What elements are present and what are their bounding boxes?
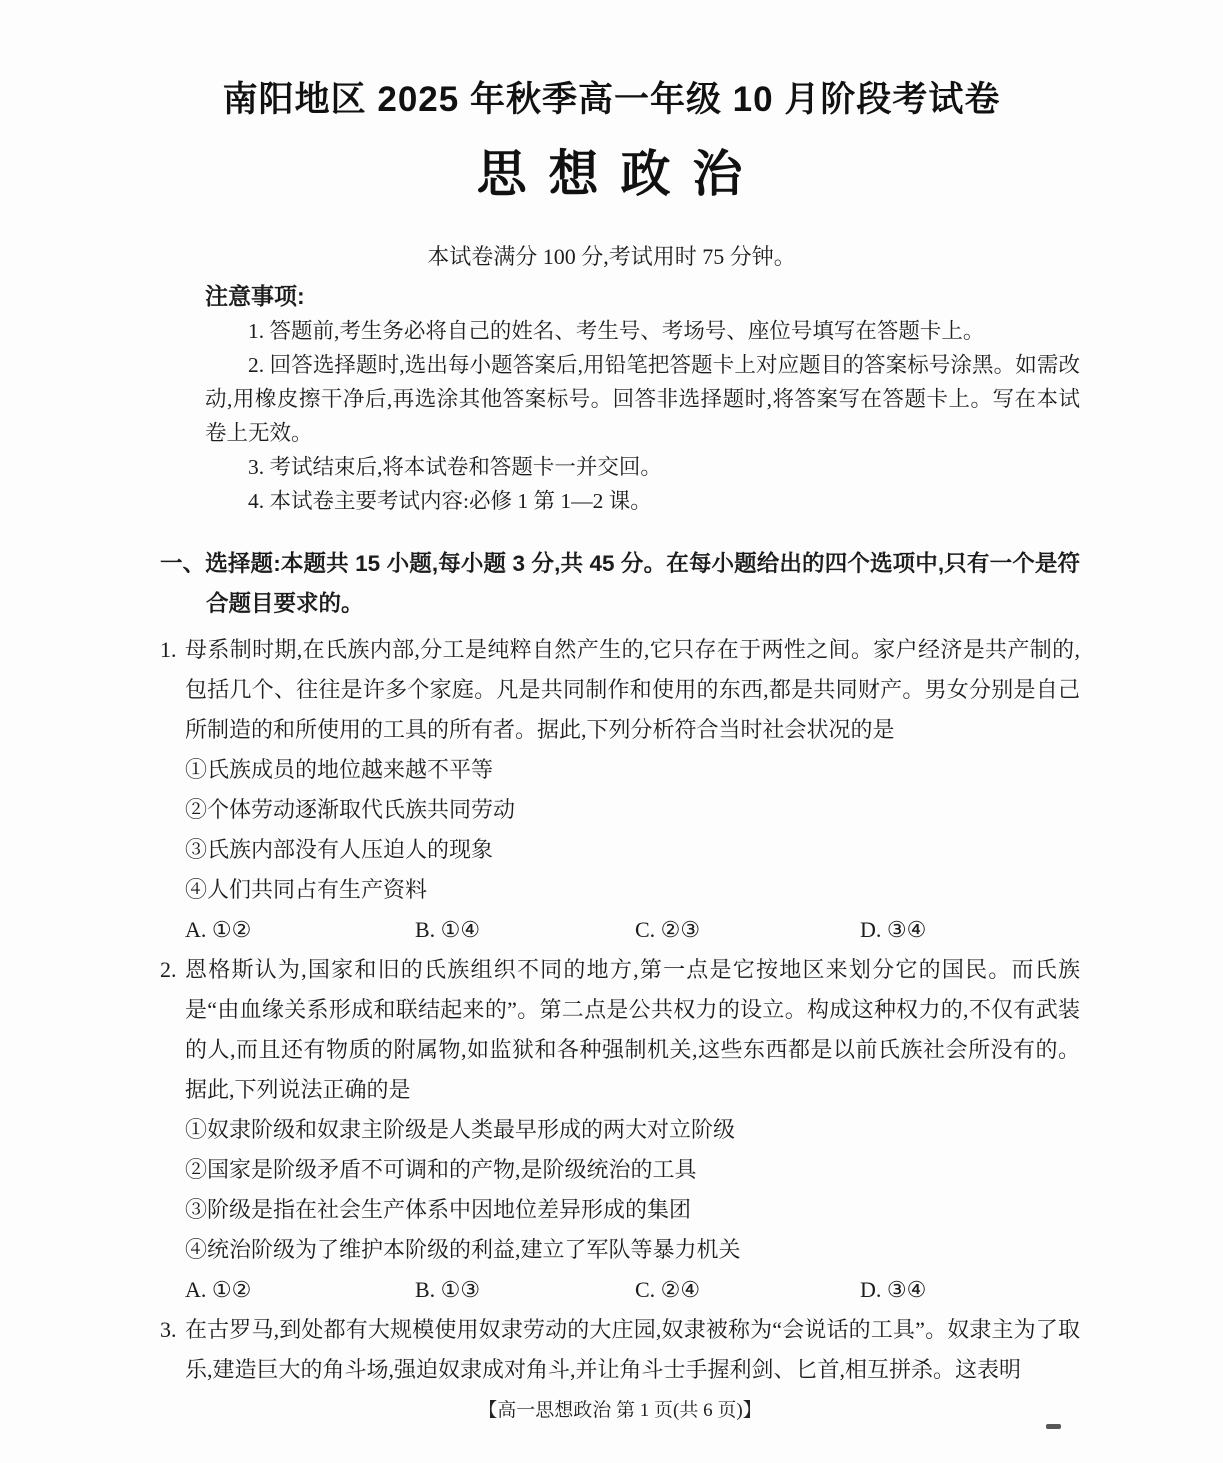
scan-smudge-mark [1046, 1424, 1061, 1429]
question-2-subitem-1: ①奴隶阶级和奴隶主阶级是人类最早形成的两大对立阶级 [185, 1117, 736, 1142]
notice-item-1: 1. 答题前,考生务必将自己的姓名、考生号、考场号、座位号填写在答题卡上。 [248, 319, 985, 343]
question-1-choice-a: A. ①② [185, 917, 252, 942]
question-1-choice-b: B. ①④ [415, 917, 481, 942]
question-2-subitem-4: ④统治阶级为了维护本阶级的利益,建立了军队等暴力机关 [185, 1237, 741, 1262]
question-1-subitem-1: ①氏族成员的地位越来越不平等 [185, 757, 494, 782]
question-2-choice-d: D. ③④ [860, 1277, 927, 1302]
question-2-stem: 恩格斯认为,国家和旧的氏族组织不同的地方,第一点是它按地区来划分它的国民。而氏族是“由血缘关系形成和联结起来的”。第二点是公共权力的设立。构成这种权力的,不仅有武装的人,而且还有物质的附属物,如监狱和各种强制机关,这些东西都是以前氏族社会所没有的。据此,下列说法正确的是 [185, 957, 1080, 1102]
exam-info-line: 本试卷满分 100 分,考试用时 75 分钟。 [427, 244, 796, 269]
question-1-choices [160, 910, 1080, 950]
notice-item-4: 4. 本试卷主要考试内容:必修 1 第 1—2 课。 [248, 489, 652, 513]
question-2-subitem-3: ③阶级是指在社会生产体系中因地位差异形成的集团 [185, 1197, 692, 1222]
question-1-choice-d: D. ③④ [860, 917, 927, 942]
question-2-number: 2. [160, 957, 177, 982]
question-3 [160, 1310, 1080, 1390]
question-1-subitem-3: ③氏族内部没有人压迫人的现象 [185, 837, 494, 862]
question-1-number: 1. [160, 637, 177, 662]
question-3-stem: 在古罗马,到处都有大规模使用奴隶劳动的大庄园,奴隶被称为“会说话的工具”。奴隶主为了取乐,建造巨大的角斗场,强迫奴隶成对角斗,并让角斗士手握利剑、匕首,相互拼杀。这表明 [185, 1317, 1080, 1382]
section-one-heading: 一、选择题:本题共 15 小题,每小题 3 分,共 45 分。在每小题给出的四个选项中,只有一个是符合题目要求的。 [160, 551, 1080, 616]
question-2-choice-c: C. ②④ [635, 1277, 701, 1302]
question-2-stem-row [160, 950, 1080, 1110]
notice-section [205, 278, 1080, 518]
question-2-choice-b: B. ①③ [415, 1277, 481, 1302]
notice-heading: 注意事项: [205, 283, 305, 309]
question-2-subitem-2: ②国家是阶级矛盾不可调和的产物,是阶级统治的工具 [185, 1157, 697, 1182]
paper-title: 南阳地区 2025 年秋季高一年级 10 月阶段考试卷 [222, 80, 1001, 119]
question-1-stem: 母系制时期,在氏族内部,分工是纯粹自然产生的,它只存在于两性之间。家户经济是共产制的,包括几个、往往是许多个家庭。凡是共同制作和使用的东西,都是共同财产。男女分别是自己所制造的和所使用的工具的所有者。据此,下列分析符合当时社会状况的是 [185, 637, 1080, 742]
question-1 [160, 630, 1080, 950]
question-1-choice-c: C. ②③ [635, 917, 701, 942]
question-3-stem-row [160, 1310, 1080, 1390]
question-1-stem-row [160, 630, 1080, 750]
subject-title: 思 想 政 治 [476, 146, 747, 202]
notice-item-3: 3. 考试结束后,将本试卷和答题卡一并交回。 [248, 455, 662, 479]
question-2-choices [160, 1270, 1080, 1310]
notice-item-2: 2. 回答选择题时,选出每小题答案后,用铅笔把答题卡上对应题目的答案标号涂黑。如需改动,用橡皮擦干净后,再选涂其他答案标号。回答非选择题时,将答案写在答题卡上。写在本试卷上无效。 [205, 353, 1080, 445]
page-footer: 【高一思想政治 第 1 页(共 6 页)】 [478, 1400, 762, 1421]
question-2 [160, 950, 1080, 1310]
question-3-number: 3. [160, 1317, 177, 1342]
paper-body [160, 278, 1080, 1424]
question-1-subitem-4: ④人们共同占有生产资料 [185, 877, 428, 902]
question-1-subitem-2: ②个体劳动逐渐取代氏族共同劳动 [185, 797, 516, 822]
question-2-choice-a: A. ①② [185, 1277, 252, 1302]
